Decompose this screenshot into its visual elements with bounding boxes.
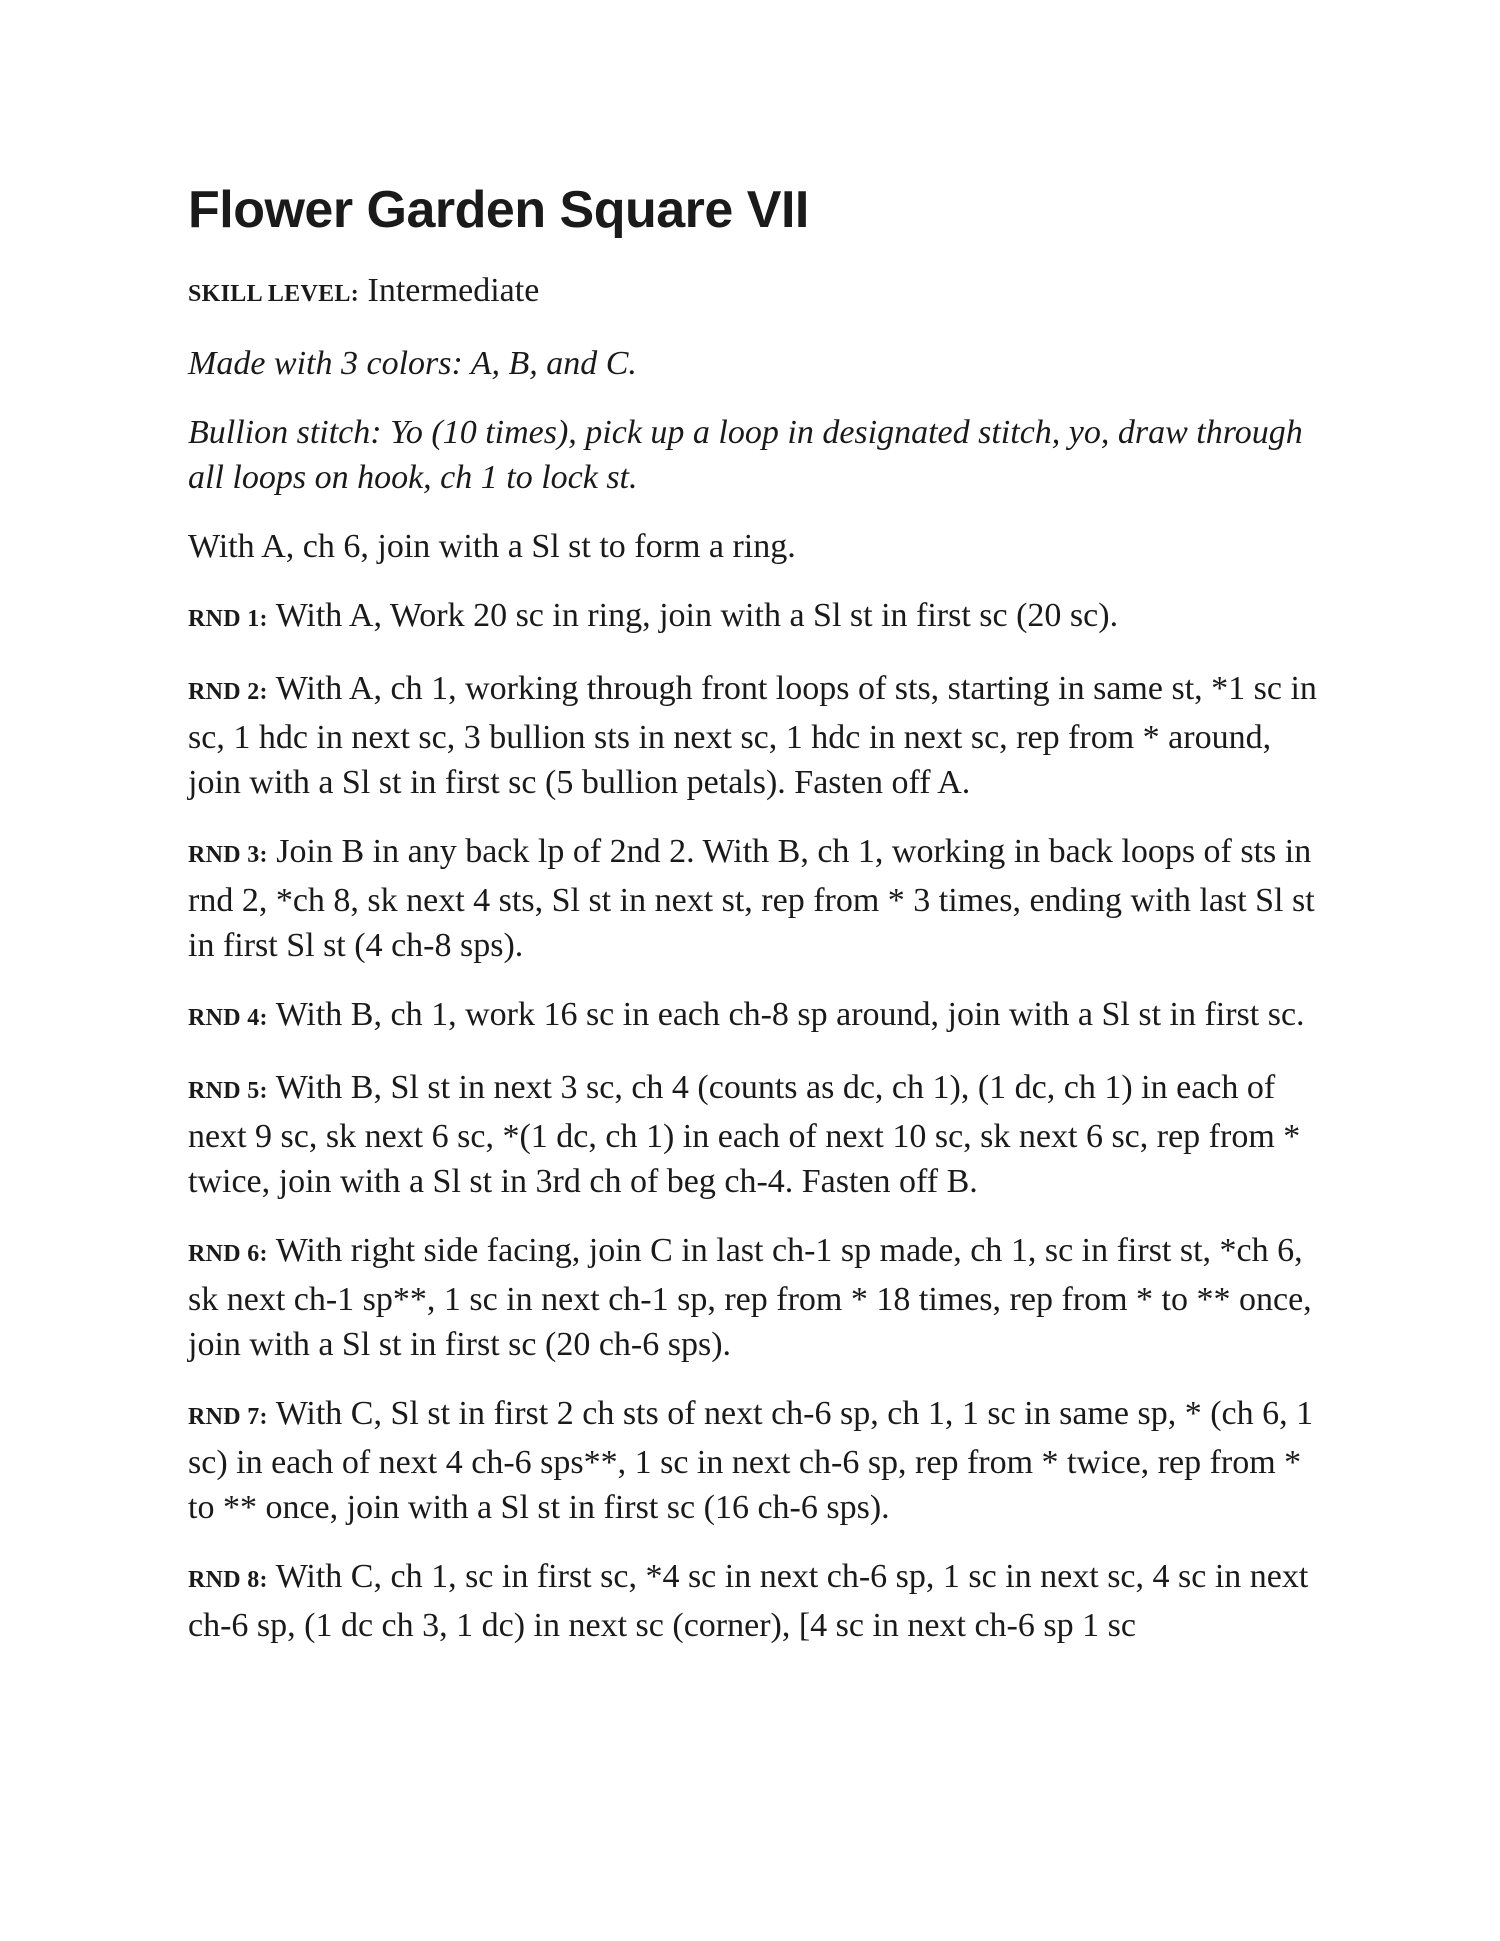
round-text: With C, ch 1, sc in first sc, *4 sc in next ch-6 sp, 1 sc in next sc, 4 sc in next ch-6 sp, (1 dc ch 3, 1 dc) in next sc (corner), [4 sc in next ch-6 sp 1 sc (188, 1558, 1309, 1644)
skill-level-value: Intermediate (367, 272, 540, 309)
skill-level-label: SKILL LEVEL: (188, 281, 360, 307)
start-instruction: With A, ch 6, join with a Sl st to form a ring. (188, 528, 796, 565)
round-7 (188, 1391, 1323, 1530)
round-3 (188, 829, 1323, 968)
round-label: RND 1: (188, 606, 268, 632)
skill-level-line (188, 268, 1323, 317)
round-label: RND 7: (188, 1404, 268, 1430)
round-label: RND 6: (188, 1241, 268, 1267)
round-2 (188, 666, 1323, 805)
round-6 (188, 1228, 1323, 1367)
round-text: With right side facing, join C in last ch-1 sp made, ch 1, sc in first st, *ch 6, sk next ch-1 sp**, 1 sc in next ch-1 sp, rep from * 18 times, rep from * to ** once, join with a Sl st in first sc (20 ch-6 sps). (188, 1232, 1312, 1363)
document-title: Flower Garden Square VII (188, 181, 809, 239)
round-label: RND 8: (188, 1567, 268, 1593)
round-text: With C, Sl st in first 2 ch sts of next ch-6 sp, ch 1, 1 sc in same sp, * (ch 6, 1 sc) in each of next 4 ch-6 sps**, 1 sc in next ch-6 sp, rep from * twice, rep from * to ** once, join with a Sl st in first sc (16 ch-6 sps). (188, 1395, 1314, 1526)
round-label: RND 3: (188, 842, 268, 868)
round-text: With B, ch 1, work 16 sc in each ch-8 sp around, join with a Sl st in first sc. (275, 996, 1305, 1033)
colors-note: Made with 3 colors: A, B, and C. (188, 345, 637, 382)
bullion-stitch-note: Bullion stitch: Yo (10 times), pick up a loop in designated stitch, yo, draw through all loops on hook, ch 1 to lock st. (188, 414, 1303, 496)
round-1 (188, 593, 1323, 642)
document-page (188, 180, 1323, 1672)
round-4 (188, 992, 1323, 1041)
round-text: With A, Work 20 sc in ring, join with a Sl st in first sc (20 sc). (275, 597, 1119, 634)
round-label: RND 5: (188, 1078, 268, 1104)
round-text: Join B in any back lp of 2nd 2. With B, ch 1, working in back loops of sts in rnd 2, *ch 8, sk next 4 sts, Sl st in next st, rep from * 3 times, ending with last Sl st in first Sl st (4 ch-8 sps). (188, 833, 1315, 964)
round-5 (188, 1065, 1323, 1204)
round-8 (188, 1554, 1323, 1648)
round-text: With A, ch 1, working through front loops of sts, starting in same st, *1 sc in sc, 1 hdc in next sc, 3 bullion sts in next sc, 1 hdc in next sc, rep from * around, join with a Sl st in first sc (5 bullion petals). Fasten off A. (188, 670, 1317, 801)
round-label: RND 4: (188, 1005, 268, 1031)
round-text: With B, Sl st in next 3 sc, ch 4 (counts as dc, ch 1), (1 dc, ch 1) in each of next 9 sc, sk next 6 sc, *(1 dc, ch 1) in each of next 10 sc, sk next 6 sc, rep from * twice, join with a Sl st in 3rd ch of beg ch-4. Fasten off B. (188, 1069, 1301, 1200)
round-label: RND 2: (188, 679, 268, 705)
